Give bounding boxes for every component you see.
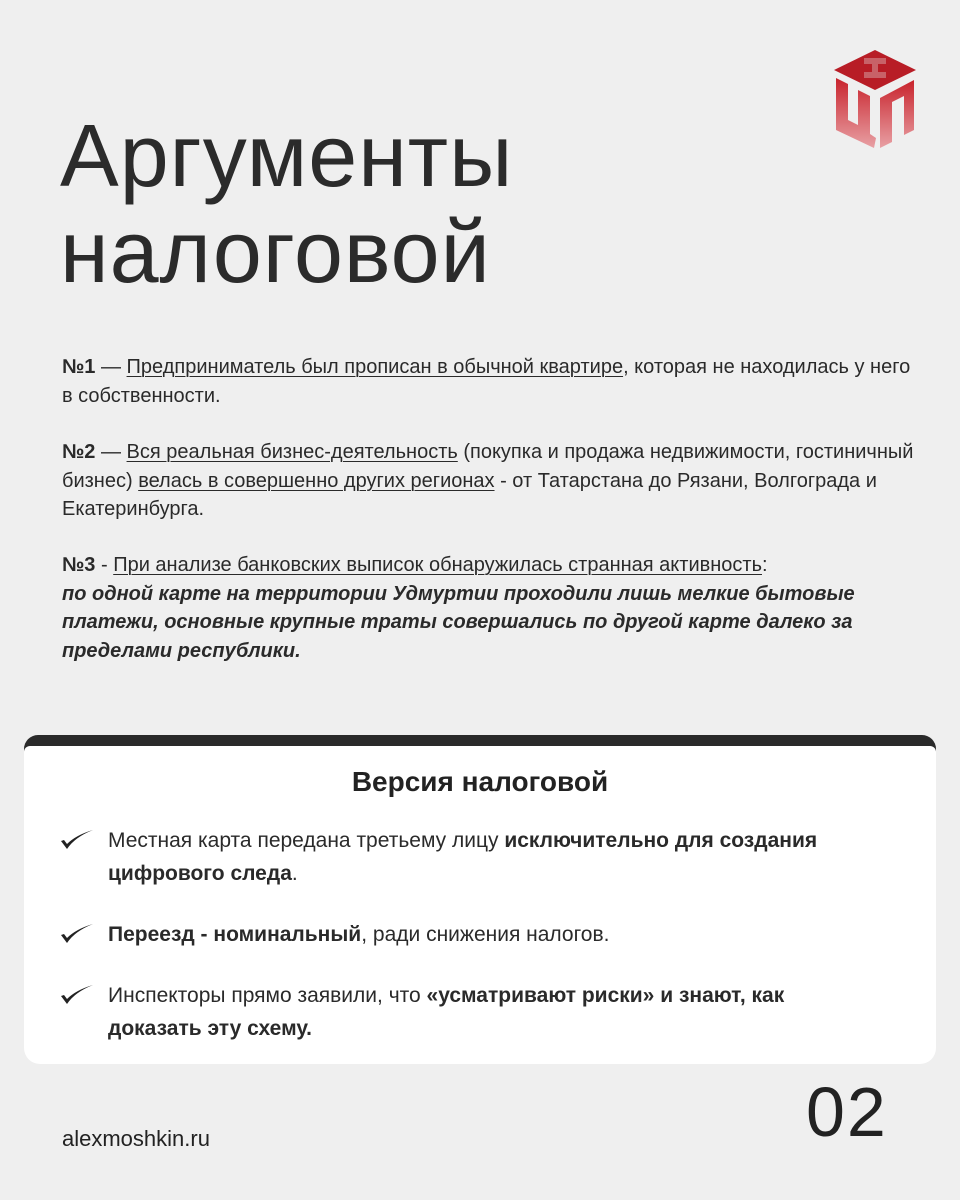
website-link[interactable]: alexmoshkin.ru — [62, 1126, 210, 1151]
item-bold: «усматривают риски» и знают, как доказать эту схему. — [108, 984, 785, 1040]
argument-text: - от Татарстана до Рязани, Волгограда и Екатеринбурга. — [62, 469, 877, 520]
argument-number: №2 — [62, 441, 96, 463]
item-end: . — [291, 862, 298, 885]
argument-text: (покупка и продажа недвижимости, гостиничный бизнес) — [62, 441, 914, 492]
checkmark-icon — [60, 979, 108, 1045]
underlined-text: Предприниматель был прописан в обычной квартире — [126, 356, 624, 378]
separator: - — [95, 554, 114, 576]
list-item — [60, 918, 930, 955]
separator: — — [95, 441, 127, 463]
checkmark-icon — [60, 918, 108, 955]
list-item — [60, 824, 930, 890]
argument-italic-text: по одной карте на территории Удмуртии проходили лишь мелкие бытовые платежи, основные крупные траты совершались по другой карте далеко за пределами республики. — [62, 582, 855, 662]
item-text — [108, 979, 868, 1045]
argument-number: №3 — [62, 554, 96, 576]
underlined-text: При анализе банковских выписок обнаружилась странная активность — [113, 554, 762, 576]
item-bold: Переезд - номинальный — [108, 923, 362, 946]
colon: : — [761, 554, 768, 576]
item-plain: Инспекторы прямо заявили, что — [108, 984, 427, 1007]
title-line-2: налоговой — [60, 202, 491, 301]
list-item — [60, 979, 930, 1045]
item-text — [108, 918, 609, 955]
argument-3 — [62, 551, 922, 665]
item-plain: , ради снижения налогов. — [361, 923, 610, 946]
item-text — [108, 824, 930, 890]
logo — [834, 50, 916, 150]
item-bold: исключительно для создания цифрового следа — [108, 829, 818, 885]
argument-number: №1 — [62, 356, 96, 378]
tax-version-card — [24, 746, 936, 1064]
page-title — [60, 108, 513, 300]
underlined-text: Вся реальная бизнес-деятельность — [126, 441, 458, 463]
separator: — — [95, 356, 127, 378]
argument-2 — [62, 438, 922, 524]
item-plain: Местная карта передана третьему лицу — [108, 829, 505, 852]
argument-1 — [62, 353, 922, 410]
underlined-text: велась в совершенно других регионах — [138, 469, 495, 492]
argument-text: , которая не находилась у него в собственности. — [62, 356, 911, 407]
card-title: Версия налоговой — [351, 766, 609, 797]
checkmark-icon — [60, 824, 108, 890]
page-number: 02 — [806, 1073, 888, 1151]
title-line-1: Аргументы — [60, 106, 514, 205]
